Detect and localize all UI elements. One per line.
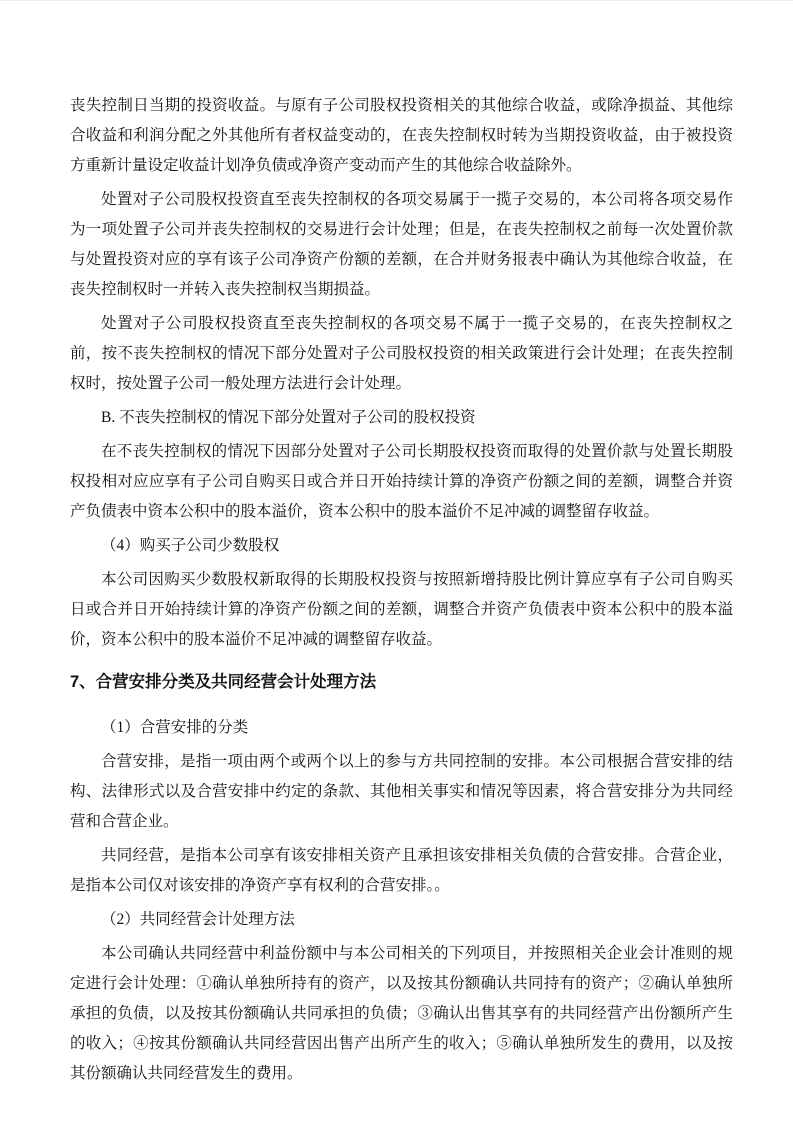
paragraph-item-4-minority-equity: （4）购买子公司少数股权	[101, 537, 280, 554]
paragraph-disposal-bundle-transaction: 处置对子公司股权投资直至丧失控制权的各项交易属于一揽子交易的，本公司将各项交易作为一项处置子公司并丧失控制权的交易进行会计处理；但是，在丧失控制权之前每一次处置价款与处置投资对应的享有该子公司净资产份额的差额，在合并财务报表中确认为其他综合收益，在丧失控制权时一并转入丧失控制权当期损益。	[70, 191, 733, 298]
paragraph-disposal-non-bundle-transaction: 处置对子公司股权投资直至丧失控制权的各项交易不属于一揽子交易的，在丧失控制权之前，按不丧失控制权的情况下部分处置对子公司股权投资的相关政策进行会计处理；在丧失控制权时，按处置子公司一般处理方法进行会计处理。	[70, 315, 733, 392]
paragraph-item-2-accounting-method: （2）共同经营会计处理方法	[101, 911, 295, 928]
paragraph-minority-equity-detail: 本公司因购买少数股权新取得的长期股权投资与按照新增持股比例计算应享有子公司自购买日或合并日开始持续计算的净资产份额之间的差额，调整合并资产负债表中资本公积中的股本溢价，资本公积中的股本溢价不足冲减的调整留存收益。	[70, 571, 733, 648]
section-heading-7-joint-arrangement: 7、合营安排分类及共同经营会计处理方法	[70, 673, 377, 691]
paragraph-loss-of-control-investment-income: 丧失控制日当期的投资收益。与原有子公司股权投资相关的其他综合收益，或除净损益、其他综合收益和利润分配之外其他所有者权益变动的，在丧失控制权时转为当期投资收益，由于被投资方重新计量设定收益计划净负债或净资产变动而产生的其他综合收益除外。	[70, 97, 733, 174]
paragraph-item-1-classification: （1）合营安排的分类	[101, 719, 249, 736]
paragraph-joint-operation-recognition-items: 本公司确认共同经营中利益份额中与本公司相关的下列项目，并按照相关企业会计准则的规定进行会计处理：①确认单独所持有的资产，以及按其份额确认共同持有的资产；②确认单独所承担的负债，以及按其份额确认共同承担的负债；③确认出售其享有的共同经营产出份额所产生的收入；④按其份额确认共同经营因出售产出所产生的收入；⑤确认单独所发生的费用，以及按其份额确认共同经营发生的费用。	[70, 945, 733, 1082]
paragraph-joint-arrangement-definition: 合营安排，是指一项由两个或两个以上的参与方共同控制的安排。本公司根据合营安排的结构、法律形式以及合营安排中约定的条款、其他相关事实和情况等因素，将合营安排分为共同经营和合营企业。	[70, 753, 733, 830]
paragraph-partial-disposal-detail: 在不丧失控制权的情况下因部分处置对子公司长期股权投资而取得的处置价款与处置长期股权投相对应应享有子公司自购买日或合并日开始持续计算的净资产份额之间的差额，调整合并资产负债表中资本公积中的股本溢价，资本公积中的股本溢价不足冲减的调整留存收益。	[70, 443, 733, 520]
paragraph-joint-operation-definition: 共同经营，是指本公司享有该安排相关资产且承担该安排相关负债的合营安排。合营企业，是指本公司仅对该安排的净资产享有权利的合营安排。。	[70, 847, 733, 894]
paragraph-item-b-partial-disposal: B. 不丧失控制权的情况下部分处置对子公司的股权投资	[101, 409, 476, 426]
